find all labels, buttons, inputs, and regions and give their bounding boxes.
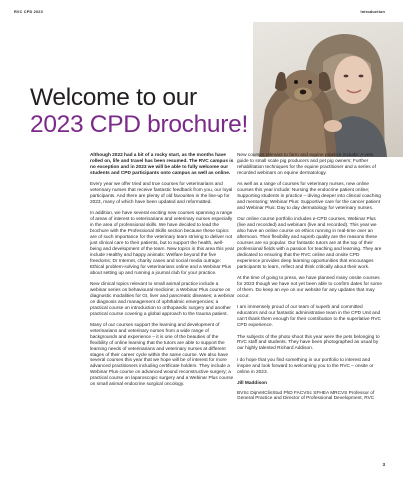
title-line-2: 2023 CPD brochure!: [30, 111, 248, 138]
portrait-with-dog-photo: [253, 22, 403, 157]
body-paragraph: New courses relevant to farm and equine practice include: A vets guide to small scale pig producers and pet pig owners; Further rehabilitation techniques for the equine practitioner and a series of recorded webinars on equine dermatology.: [237, 153, 376, 176]
body-paragraph: Our online course portfolio includes e-CPD courses, Webinar Plus (live and recorded) and webinars (live and recorded). This year we also have an online course on ethics running in real-time over an afternoon. Their flexibility and superb quality are the reasons these courses are so popular. Our fantastic tutors are at the top of their professional fields with a passion for teaching and learning. They are dedicated to ensuring that the RVC online and onsite CPD experience provides deep learning opportunities that encourages participants to learn, reflect and think critically about their work.: [237, 217, 382, 270]
body-paragraph: I am immensely proud of our team of superb and committed educators and our fantastic administrative team in the CPD Unit and can't thank them enough for their contribution to the superlative RVC CPD experience.: [237, 305, 381, 329]
body-paragraph: The subjects of the photo shoot this year were the pets belonging to RVC staff and students. They have been photographed as usual by our highly talented Richard Addison.: [237, 334, 380, 352]
right-text-column: [237, 153, 382, 402]
running-header-right: Introduction: [360, 10, 385, 14]
intro-paragraph: Although 2022 had a bit of a rocky start, as the months have rolled on, life and travel has been resumed. The RVC campus is no exception and in 2023 we will be able to fully welcome our students and CPD participants onto campus as well as online.: [90, 153, 234, 176]
body-paragraph: Every year we offer tried and true courses for veterinarians and veterinary nurses that receive fantastic feedback from you, our loyal participants. And there are plenty of old favourites in the line-up for 2023, many of which have been updated and reformatted.: [90, 182, 233, 205]
left-text-column: [90, 153, 235, 394]
signature-title: BVSc DipVetClinStud PhD FACVSc SFHEA MRCVS Professor of General Practice and Director of Professional Development, RVC: [237, 390, 375, 402]
body-paragraph: New clinical topics relevant to small animal practice include a webinar series on behavioural medicine; a Webinar Plus course on diagnostic modalities for GI, liver and pancreatic diseases; a webinar on diagnosis and management of ophthalmic emergencies; a practical course on introduction to orthopaedic surgery and another practical course covering a global approach to the trauma patient.: [90, 282, 235, 317]
body-paragraph: In addition, we have several exciting new courses spanning a range of areas of interest to veterinarians and veterinary nurses especially in the area of professional skills. We have decided to lead the brochure with the Professional Skills section because these topics are of such importance for the veterinary team striving to deliver not just clinical care to their patients, but to support the health, well-being and development of the team. New topics in this area this year include Healthy and happy animals: Welfare beyond the five freedoms; Dr Internet, charity cases and social media outrage: Ethical problem-solving for veterinarians online and a Webinar Plus about setting up and running a journal club for your practice.: [90, 211, 235, 276]
page-number: 3: [382, 462, 385, 467]
body-paragraph: As well as a range of courses for veterinary nurses, new online courses this year include: Nursing the endocrine patient online; Supporting students in practice – diving deeper into clinical coaching and mentoring; Webinar Plus: Supportive care for the cancer patient and Webinar Plus: Day to day dermatology for veterinary nurses.: [237, 182, 381, 211]
title-line-1: Welcome to our: [30, 84, 197, 111]
signature-name: Jill Maddison: [237, 381, 268, 387]
photo-illustration: [253, 22, 403, 157]
body-paragraph: At the time of going to press, we have planned many onsite courses for 2023 though we have not yet been able to confirm dates for some of them. Do keep an eye on our website for any updates that may occur.: [237, 276, 382, 299]
running-header-left: RVC CPD 2023: [14, 10, 43, 14]
body-paragraph: Many of our courses support the learning and development of veterinarians and veterinary nurses from a wide range of backgrounds and experience – it is one of the beauties of the flexibility of online learning that the tutors are able to support the learning needs of veterinarians and veterinary nurses at different stages of their career cycle within the same course. We also have several courses this year that we hope will be of interest for more advanced practitioners including certificate holders. They include a Webinar Plus course on advanced wound reconstructive surgery; a practical course on laparoscopic surgery and a Webinar Plus course on small animal endocrine surgical oncology.: [90, 323, 234, 388]
page-title: [30, 84, 248, 138]
body-paragraph: I do hope that you find something in our portfolio to interest and inspire and look forward to welcoming you to the RVC – onsite or online in 2023.: [237, 357, 374, 375]
